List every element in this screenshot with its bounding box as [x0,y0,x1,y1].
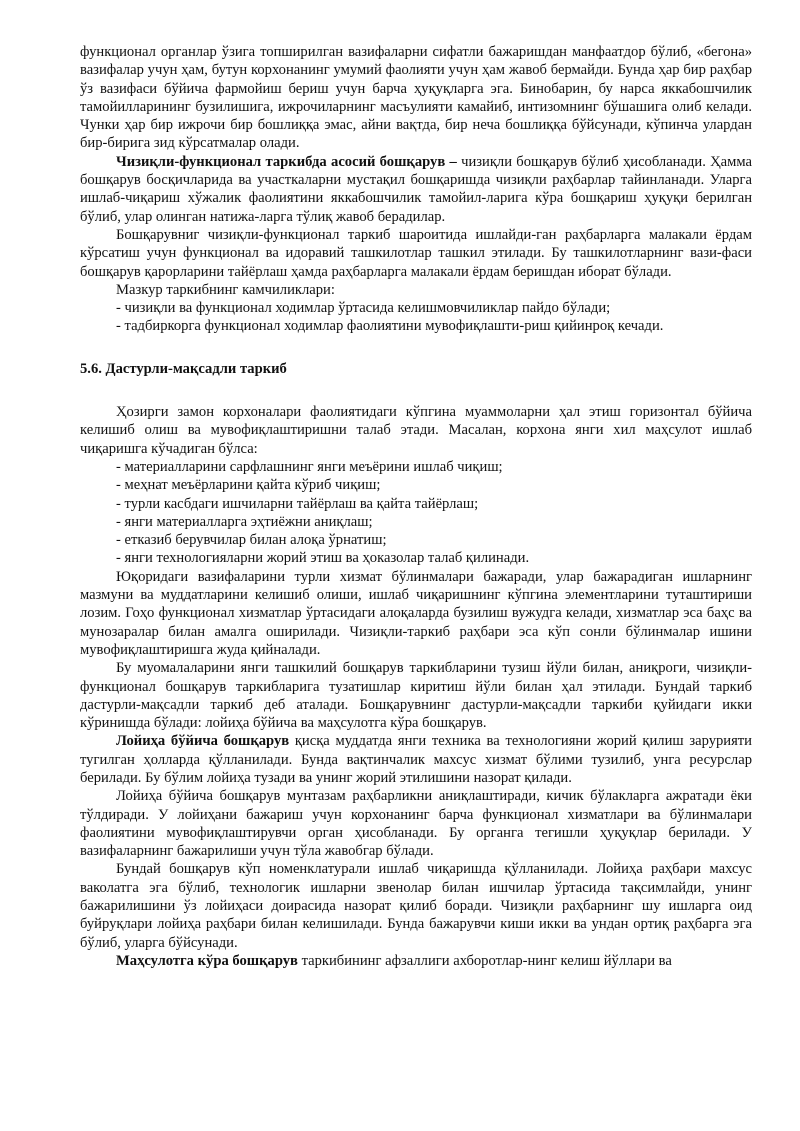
paragraph-2 [80,153,752,226]
list-item: - материалларини сарфлашнинг янги меъёрини ишлаб чиқиш; [116,458,503,475]
paragraph-11-bold: Маҳсулотга кўра бошқарув [116,952,298,969]
list-item: - етказиб берувчилар билан алоқа ўрнатиш; [116,532,387,549]
paragraph-8 [80,732,752,787]
paragraph-11-text: таркибининг афзаллиги ахборотлар-нинг келиш йўллари ва [297,952,672,969]
paragraph-6: Юқоридаги вазифаларини турли хизмат бўлинмалари бажаради, улар бажарадиган ишларнинг мазмуни ва муддатларини келишиб олиши, ишлаб чиқаришнинг кўпгина элементларини туташтириши лозим. Гоҳо функционал хизматлар ўртасидаги алоқаларда бузилиш вужудга келади, хизматлар эса баҳс ва мунозаралар билан амалга оширилади. Чизиқли-таркиб раҳбари эса кўп сонли бўлинмалар ишини мувофиқлаштиришга жуда қийналади. [80,568,752,658]
list-item: - меҳнат меъёрларини қайта кўриб чиқиш; [116,477,381,494]
list-item: - тадбиркорга функционал ходимлар фаолиятини мувофиқлашти-риш қийинроқ кечади. [116,318,664,335]
paragraph-5: Ҳозирги замон корхоналари фаолиятидаги кўпгина муаммоларни ҳал этиш горизонтал бўйича келишиб олиш ва мувофиқлаштиришни талаб этади. Масалан, корхона янги хил маҳсулот ишлаб чиқаришга кўчадиган бўлса: [80,404,752,457]
paragraph-8-bold: Лойиҳа бўйича бошқарув [116,733,290,750]
paragraph-1: функционал органлар ўзига топширилган вазифаларни сифатли бажаришдан манфаатдор бўлиб, «бегона» вазифалар учун ҳам, бутун корхонанинг умумий фаолияти учун ҳам жавоб бермайди. Бунда ҳар бир раҳбар ўз вазифаси бўйича фармойиш бериш учун барча ҳуқуқларга эга. Бинобарин, бу нарса яккабошчилик тамойилларининг бузилишига, ижрочиларнинг масъулияти камайиб, интизомнинг бўшашига олиб келади. Чунки ҳар бир ижрочи бир бошлиққа эмас, айни вақтда, бир неча бошлиққа бўйсунади, кўпинча улардан бир-бирига зид кўрсатмалар олади. [80,44,752,152]
paragraph-7: Бу муомалаларини янги ташкилий бошқарув таркибларини тузиш йўли билан, аниқроги, чизиқли-функционал бошқарув таркибларига тузатишлар киритиш йўли билан ҳал этилади. Бундай таркиб дастурли-мақсадли таркиб деб аталади. Бошқарувнинг дастурли-мақсадли таркиби қуйидаги икки кўринишда бўлади: лойиҳа бўйича ва маҳсулотга кўра бошқарув. [80,660,752,732]
paragraph-10: Бундай бошқарув кўп номенклатурали ишлаб чиқаришда қўлланилади. Лойиҳа раҳбари махсус ваколатга эга бўлиб, технологик ишларни звенолар билан ишчилар ўртасида тақсимлайди, унинг бажарилишини ўз лойиҳаси доирасида назорат қилиб боради. Чизиқли раҳбарнинг шу ишларга оид буйруқлари лойиҳа раҳбари билан келишилади. Бунда бажарувчи киши икки ва ундан ортиқ раҳбарга эга бўлиб, уларга бўйсунади. [80,861,752,951]
list-item: - янги материалларга эҳтиёжни аниқлаш; [116,513,373,530]
document-page [80,43,752,970]
paragraph-4: Мазкур таркибнинг камчиликлари: [116,281,335,298]
list-item: - янги технологияларни жорий этиш ва ҳоказолар талаб қилинади. [116,550,530,567]
list-item: - турли касбдаги ишчиларни тайёрлаш ва қайта тайёрлаш; [116,495,479,512]
paragraph-2-text: чизиқли бошқарув бўлиб ҳисобланади. Ҳамма бошқарув босқичларида ва участкаларни мустақил бошқаришда чизиқли раҳбарлар тайинланади. Уларга ишлаб-чиқариш хўжалик фаолиятини яккабошчилик тамойил-ларига кўра бошқариш ҳуқуқи берилган бўлиб, улар олинган натижа-ларга тўлиқ жавоб берадилар. [80,153,752,225]
list-item: - чизиқли ва функционал ходимлар ўртасида келишмовчиликлар пайдо бўлади; [116,300,611,317]
paragraph-2-bold: Чизиқли-функционал таркибда асосий бошқарув – [116,153,457,170]
paragraph-11 [80,952,752,970]
section-heading: 5.6. Дастурли-мақсадли таркиб [80,360,287,377]
paragraph-3: Бошқарувниг чизиқли-функционал таркиб шароитида ишлайди-ган раҳбарларга малакали ёрдам кўрсатиш учун функционал ва идоравий ташкилотлар ташкил этилади. Бу ташкилотларнинг вази-фаси бошқарув қарорларини тайёрлаш ҳамда раҳбарларга малакали ёрдам беришдан иборат бўлади. [80,226,752,280]
paragraph-9: Лойиҳа бўйича бошқарув мунтазам раҳбарликни аниқлаштиради, кичик бўлакларга ажратади ёки тўлдиради. У лойиҳани бажариш учун корхонанинг барча функционал хизматлари ва бўлинмалари фаолиятини мувофиқлаштирувчи орган ҳисобланади. Бу органга тегишли ҳуқуқлар берилади. У вазифаларнинг бажарилиши учун тўла жавобгар бўлади. [80,788,752,860]
paragraph-8-text: қисқа муддатда янги техника ва технологияни жорий қилиш зарурияти тугилган ҳолларда қўлланилади. Бунда вақтинчалик махсус хизмат бўлими тузилиб, унга ресурслар берилади. Бу бўлим лойиҳа тузади ва унинг жорий этилишини назорат қилади. [80,733,752,786]
